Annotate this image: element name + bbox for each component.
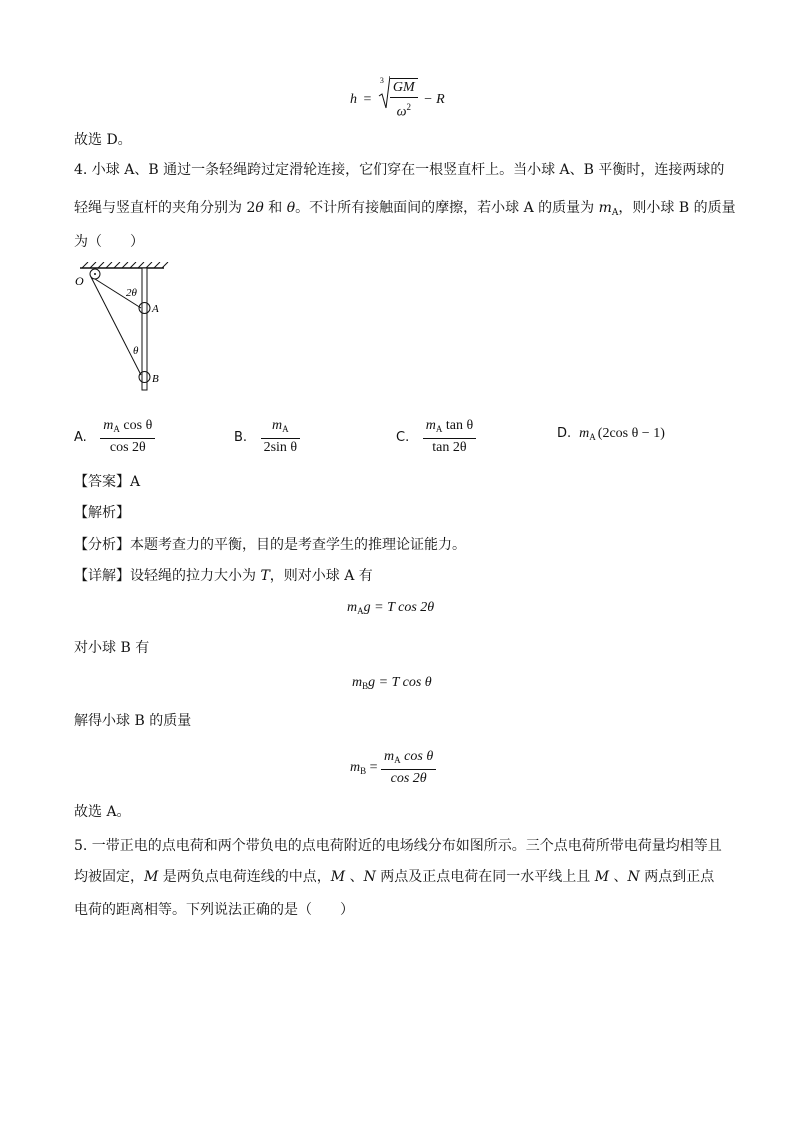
detail-b: ，则对小球 A 有 xyxy=(269,568,373,584)
sub-a: A xyxy=(611,208,619,218)
equation-3-num xyxy=(381,748,436,770)
point-n: N xyxy=(627,869,640,885)
q4-line2 xyxy=(74,198,736,223)
option-a-fraction xyxy=(100,417,155,457)
label-theta: θ xyxy=(133,345,139,357)
m-symbol: m xyxy=(579,426,590,441)
root-fraction xyxy=(390,78,418,122)
label-a: A xyxy=(152,303,159,315)
q5-line3: 电荷的距离相等。下列说法正确的是（ ） xyxy=(74,902,354,918)
q5-line2-b: 是两负点电荷连线的中点， xyxy=(158,869,331,885)
m-symbol: m xyxy=(384,749,395,764)
m-symbol: m xyxy=(350,760,361,776)
label-2theta: 2θ xyxy=(126,287,137,299)
root-den xyxy=(390,98,418,122)
equation-3-den: cos 2θ xyxy=(390,771,427,786)
sub-b: B xyxy=(362,681,369,691)
root-num: GM xyxy=(390,79,418,98)
label-b: B xyxy=(152,373,159,385)
option-c-den: tan 2θ xyxy=(432,440,467,455)
point-m: M xyxy=(330,869,346,885)
option-c-label: C. xyxy=(396,429,410,445)
pulley-axle xyxy=(94,273,96,275)
sub-a: A xyxy=(113,424,120,434)
exp-2: 2 xyxy=(406,102,411,112)
theta-1: θ xyxy=(255,200,264,216)
option-b[interactable] xyxy=(234,417,300,457)
sub-a: A xyxy=(282,424,289,434)
omega: ω xyxy=(396,104,407,120)
equation-3-num-tail: cos θ xyxy=(400,749,434,764)
fenxi-line: 【分析】本题考查力的平衡，目的是考查学生的推理论证能力。 xyxy=(74,537,466,553)
equation-2-rhs: g = T cos θ xyxy=(368,675,432,690)
q5-line1: 5. 一带正电的点电荷和两个带负电的点电荷附近的电场线分布如图所示。三个点电荷所带电荷量均相等且 xyxy=(74,838,722,854)
option-c[interactable] xyxy=(396,417,476,457)
formula-h xyxy=(350,78,445,122)
detail-line xyxy=(74,566,373,586)
pulley-figure xyxy=(70,262,180,392)
equation-1 xyxy=(347,600,434,616)
option-b-num xyxy=(261,417,301,439)
q5-line2-d: 两点及正点电荷在同一水平线上且 xyxy=(375,869,595,885)
solve-b-line: 解得小球 B 的质量 xyxy=(74,713,192,729)
analysis-title: 【解析】 xyxy=(74,505,130,521)
sub-a: A xyxy=(589,432,596,442)
q5-line2-e: 、 xyxy=(609,869,628,885)
root-index: 3 xyxy=(379,76,384,85)
q5-line2-c: 、 xyxy=(345,869,364,885)
q4-line2-c: 。不计所有接触面间的摩擦，若小球 A 的质量为 xyxy=(295,200,599,216)
option-a[interactable] xyxy=(74,417,155,457)
select-a-line: 故选 A。 xyxy=(74,804,131,820)
m-symbol: m xyxy=(425,418,436,433)
option-a-num-tail: cos θ xyxy=(119,418,153,433)
m-symbol: m xyxy=(347,600,358,615)
cube-root xyxy=(378,78,418,122)
option-a-den: cos 2θ xyxy=(109,440,146,455)
sub-b: B xyxy=(360,766,367,777)
label-o: O xyxy=(75,274,84,288)
point-n: N xyxy=(363,869,376,885)
m-symbol: m xyxy=(598,200,612,216)
q5-line2-f: 两点到正点 xyxy=(639,869,715,885)
ceiling-hatching xyxy=(82,262,168,268)
q4-line2-d: ，则小球 B 的质量 xyxy=(618,200,736,216)
tension-t: T xyxy=(260,568,270,584)
option-c-fraction xyxy=(423,417,476,457)
point-m: M xyxy=(594,869,610,885)
option-a-num xyxy=(100,417,155,439)
formula-h-tail: − R xyxy=(423,92,445,108)
q5-line2-a: 均被固定， xyxy=(74,869,144,885)
m-symbol: m xyxy=(352,675,363,690)
m-symbol: m xyxy=(272,418,283,433)
sub-a: A xyxy=(435,424,443,434)
option-a-label: A. xyxy=(74,429,87,445)
q4-line1: 4. 小球 A、B 通过一条轻绳跨过定滑轮连接，它们穿在一根竖直杆上。当小球 A、B 平衡时，连接两球的 xyxy=(74,162,725,178)
equation-3 xyxy=(350,748,436,788)
option-c-num-tail: tan θ xyxy=(442,418,474,433)
radical-sign-icon xyxy=(378,76,390,110)
answer-line: 【答案】A xyxy=(74,474,141,490)
option-b-label: B. xyxy=(234,429,248,445)
formula-h-lhs: h xyxy=(350,92,357,108)
option-d-expr: (2cos θ − 1) xyxy=(597,426,665,441)
sub-a: A xyxy=(357,606,364,616)
select-d-line: 故选 D。 xyxy=(74,132,132,148)
option-b-den: 2sin θ xyxy=(263,440,298,455)
q4-line3: 为（ ） xyxy=(74,234,144,250)
option-b-fraction xyxy=(261,417,301,457)
theta-2: θ xyxy=(286,200,296,216)
q4-line2-b: 和 xyxy=(263,200,287,216)
q5-line2 xyxy=(74,867,714,887)
sub-a: A xyxy=(394,755,401,765)
equation-2 xyxy=(352,675,432,691)
q4-line2-a: 轻绳与竖直杆的夹角分别为 2 xyxy=(74,200,256,216)
equation-3-eq: = xyxy=(366,760,382,776)
detail-a: 【详解】设轻绳的拉力大小为 xyxy=(74,568,261,584)
for-b-line: 对小球 B 有 xyxy=(74,640,150,656)
option-d[interactable] xyxy=(557,426,665,442)
equation-3-fraction xyxy=(381,748,436,788)
m-symbol: m xyxy=(103,418,114,433)
equation-1-rhs: g = T cos 2θ xyxy=(363,600,435,615)
point-m: M xyxy=(144,869,159,885)
option-d-label: D. xyxy=(557,426,572,442)
option-c-num xyxy=(423,417,476,439)
formula-h-eq: = xyxy=(363,92,372,108)
